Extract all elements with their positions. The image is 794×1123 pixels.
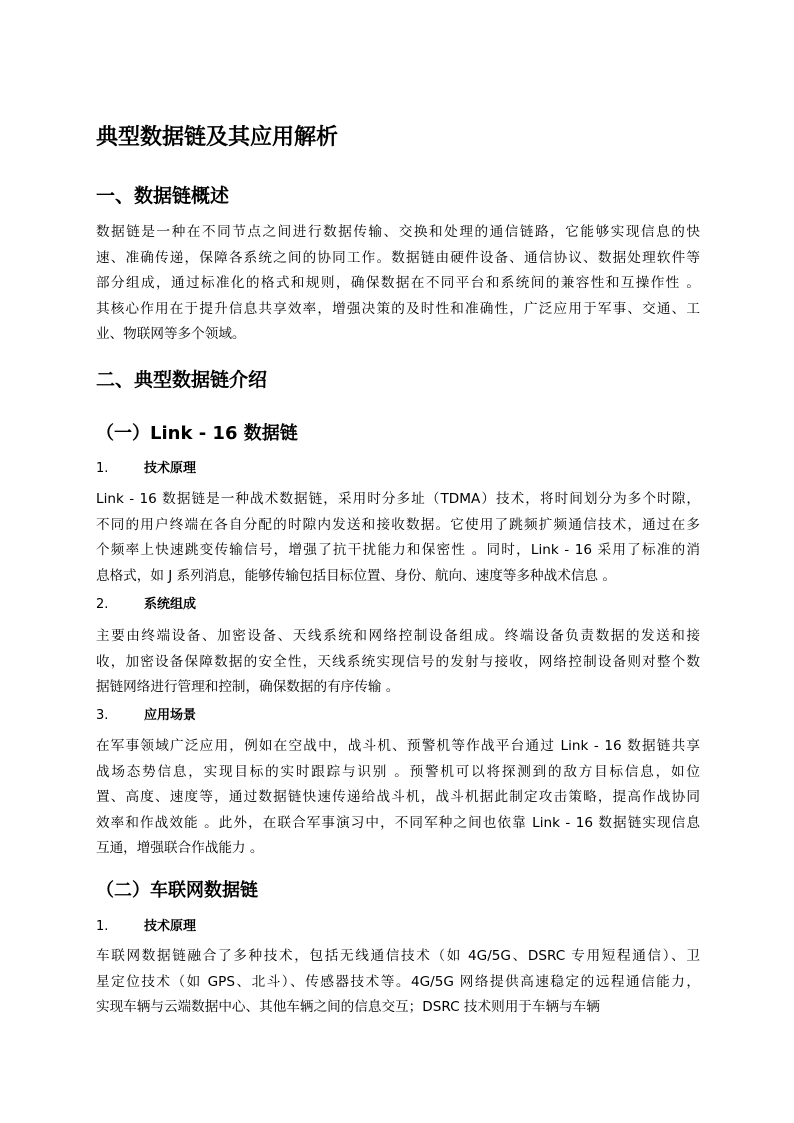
paragraph-line: 其核心作用在于提升信息共享效率，增强决策的及时性和准确性，广泛应用于军事、交通、工: [96, 300, 700, 317]
item-heading-link16-composition: [96, 595, 196, 615]
item-heading-link16-scenarios: [96, 706, 196, 726]
subsection-heading-link16: （一）Link - 16 数据链: [96, 423, 298, 444]
paragraph-line: 部分组成，通过标准化的格式和规则，确保数据在不同平台和系统间的兼容性和互操作性 。: [96, 275, 700, 292]
item-heading-link16-principle: [96, 459, 196, 479]
paragraph-line: 速、准确传递，保障各系统之间的协同工作。数据链由硬件设备、通信协议、数据处理软件等: [96, 249, 700, 266]
link16-composition-paragraph: [96, 624, 700, 701]
paragraph-line: 车联网数据链融合了多种技术，包括无线通信技术（如 4G/5G、DSRC 专用短程通信）、卫: [96, 948, 700, 964]
paragraph-line: 收，加密设备保障数据的安全性，天线系统实现信号的发射与接收，网络控制设备则对整个数: [96, 653, 700, 670]
paragraph-line: 数据链是一种在不同节点之间进行数据传输、交换和处理的通信链路，它能够实现信息的快: [96, 224, 700, 240]
item-title: 技术原理: [144, 919, 197, 934]
overview-paragraph: [96, 220, 700, 348]
paragraph-line: 星定位技术（如 GPS、北斗）、传感器技术等。4G/5G 网络提供高速稳定的远程通信能力，: [96, 973, 700, 990]
link16-principle-paragraph: [96, 487, 700, 589]
subsection-heading-v2x: （二）车联网数据链: [96, 880, 258, 901]
paragraph-line: 息格式，如 J 系列消息，能够传输包括目标位置、身份、航向、速度等多种战术信息 。: [96, 567, 616, 584]
paragraph-line: 置、高度、速度等，通过数据链快速传递给战斗机，战斗机据此制定攻击策略，提高作战协同: [96, 789, 700, 806]
item-title: 技术原理: [144, 461, 197, 476]
section-heading-overview: 一、数据链概述: [96, 185, 230, 207]
paragraph-line: 个频率上快速跳变传输信号，增强了抗干扰能力和保密性 。同时，Link - 16 采用了标准的消: [96, 542, 700, 559]
paragraph-line: 业、物联网等多个领域。: [96, 326, 246, 343]
document-title: 典型数据链及其应用解析: [96, 125, 339, 150]
paragraph-line: 据链网络进行管理和控制，确保数据的有序传输 。: [96, 679, 400, 696]
item-number: 3.: [96, 708, 109, 723]
paragraph-line: Link - 16 数据链是一种战术数据链，采用时分多址（TDMA）技术，将时间划分为多个时隙，: [96, 491, 700, 507]
paragraph-line: 主要由终端设备、加密设备、天线系统和网络控制设备组成。终端设备负责数据的发送和接: [96, 628, 700, 644]
link16-scenarios-paragraph: [96, 734, 700, 862]
item-title: 系统组成: [144, 597, 197, 612]
paragraph-line: 战场态势信息，实现目标的实时跟踪与识别 。预警机可以将探测到的敌方目标信息，如位: [96, 763, 700, 780]
v2x-principle-paragraph: [96, 944, 700, 1021]
item-title: 应用场景: [144, 708, 197, 723]
item-number: 1.: [96, 461, 109, 476]
paragraph-line: 不同的用户终端在各自分配的时隙内发送和接收数据。它使用了跳频扩频通信技术，通过在多: [96, 516, 700, 533]
paragraph-line: 效率和作战效能 。此外，在联合军事演习中，不同军种之间也依靠 Link - 16 数据链实现信息: [96, 814, 700, 831]
item-number: 2.: [96, 597, 109, 612]
paragraph-line: 互通，增强联合作战能力 。: [96, 840, 264, 857]
section-heading-typical: 二、典型数据链介绍: [96, 369, 268, 391]
paragraph-line: 在军事领域广泛应用，例如在空战中，战斗机、预警机等作战平台通过 Link - 16 数据链共享: [96, 738, 700, 754]
item-heading-v2x-principle: [96, 917, 196, 937]
item-number: 1.: [96, 919, 109, 934]
paragraph-line: 实现车辆与云端数据中心、其他车辆之间的信息交互；DSRC 技术则用于车辆与车辆: [96, 999, 600, 1016]
